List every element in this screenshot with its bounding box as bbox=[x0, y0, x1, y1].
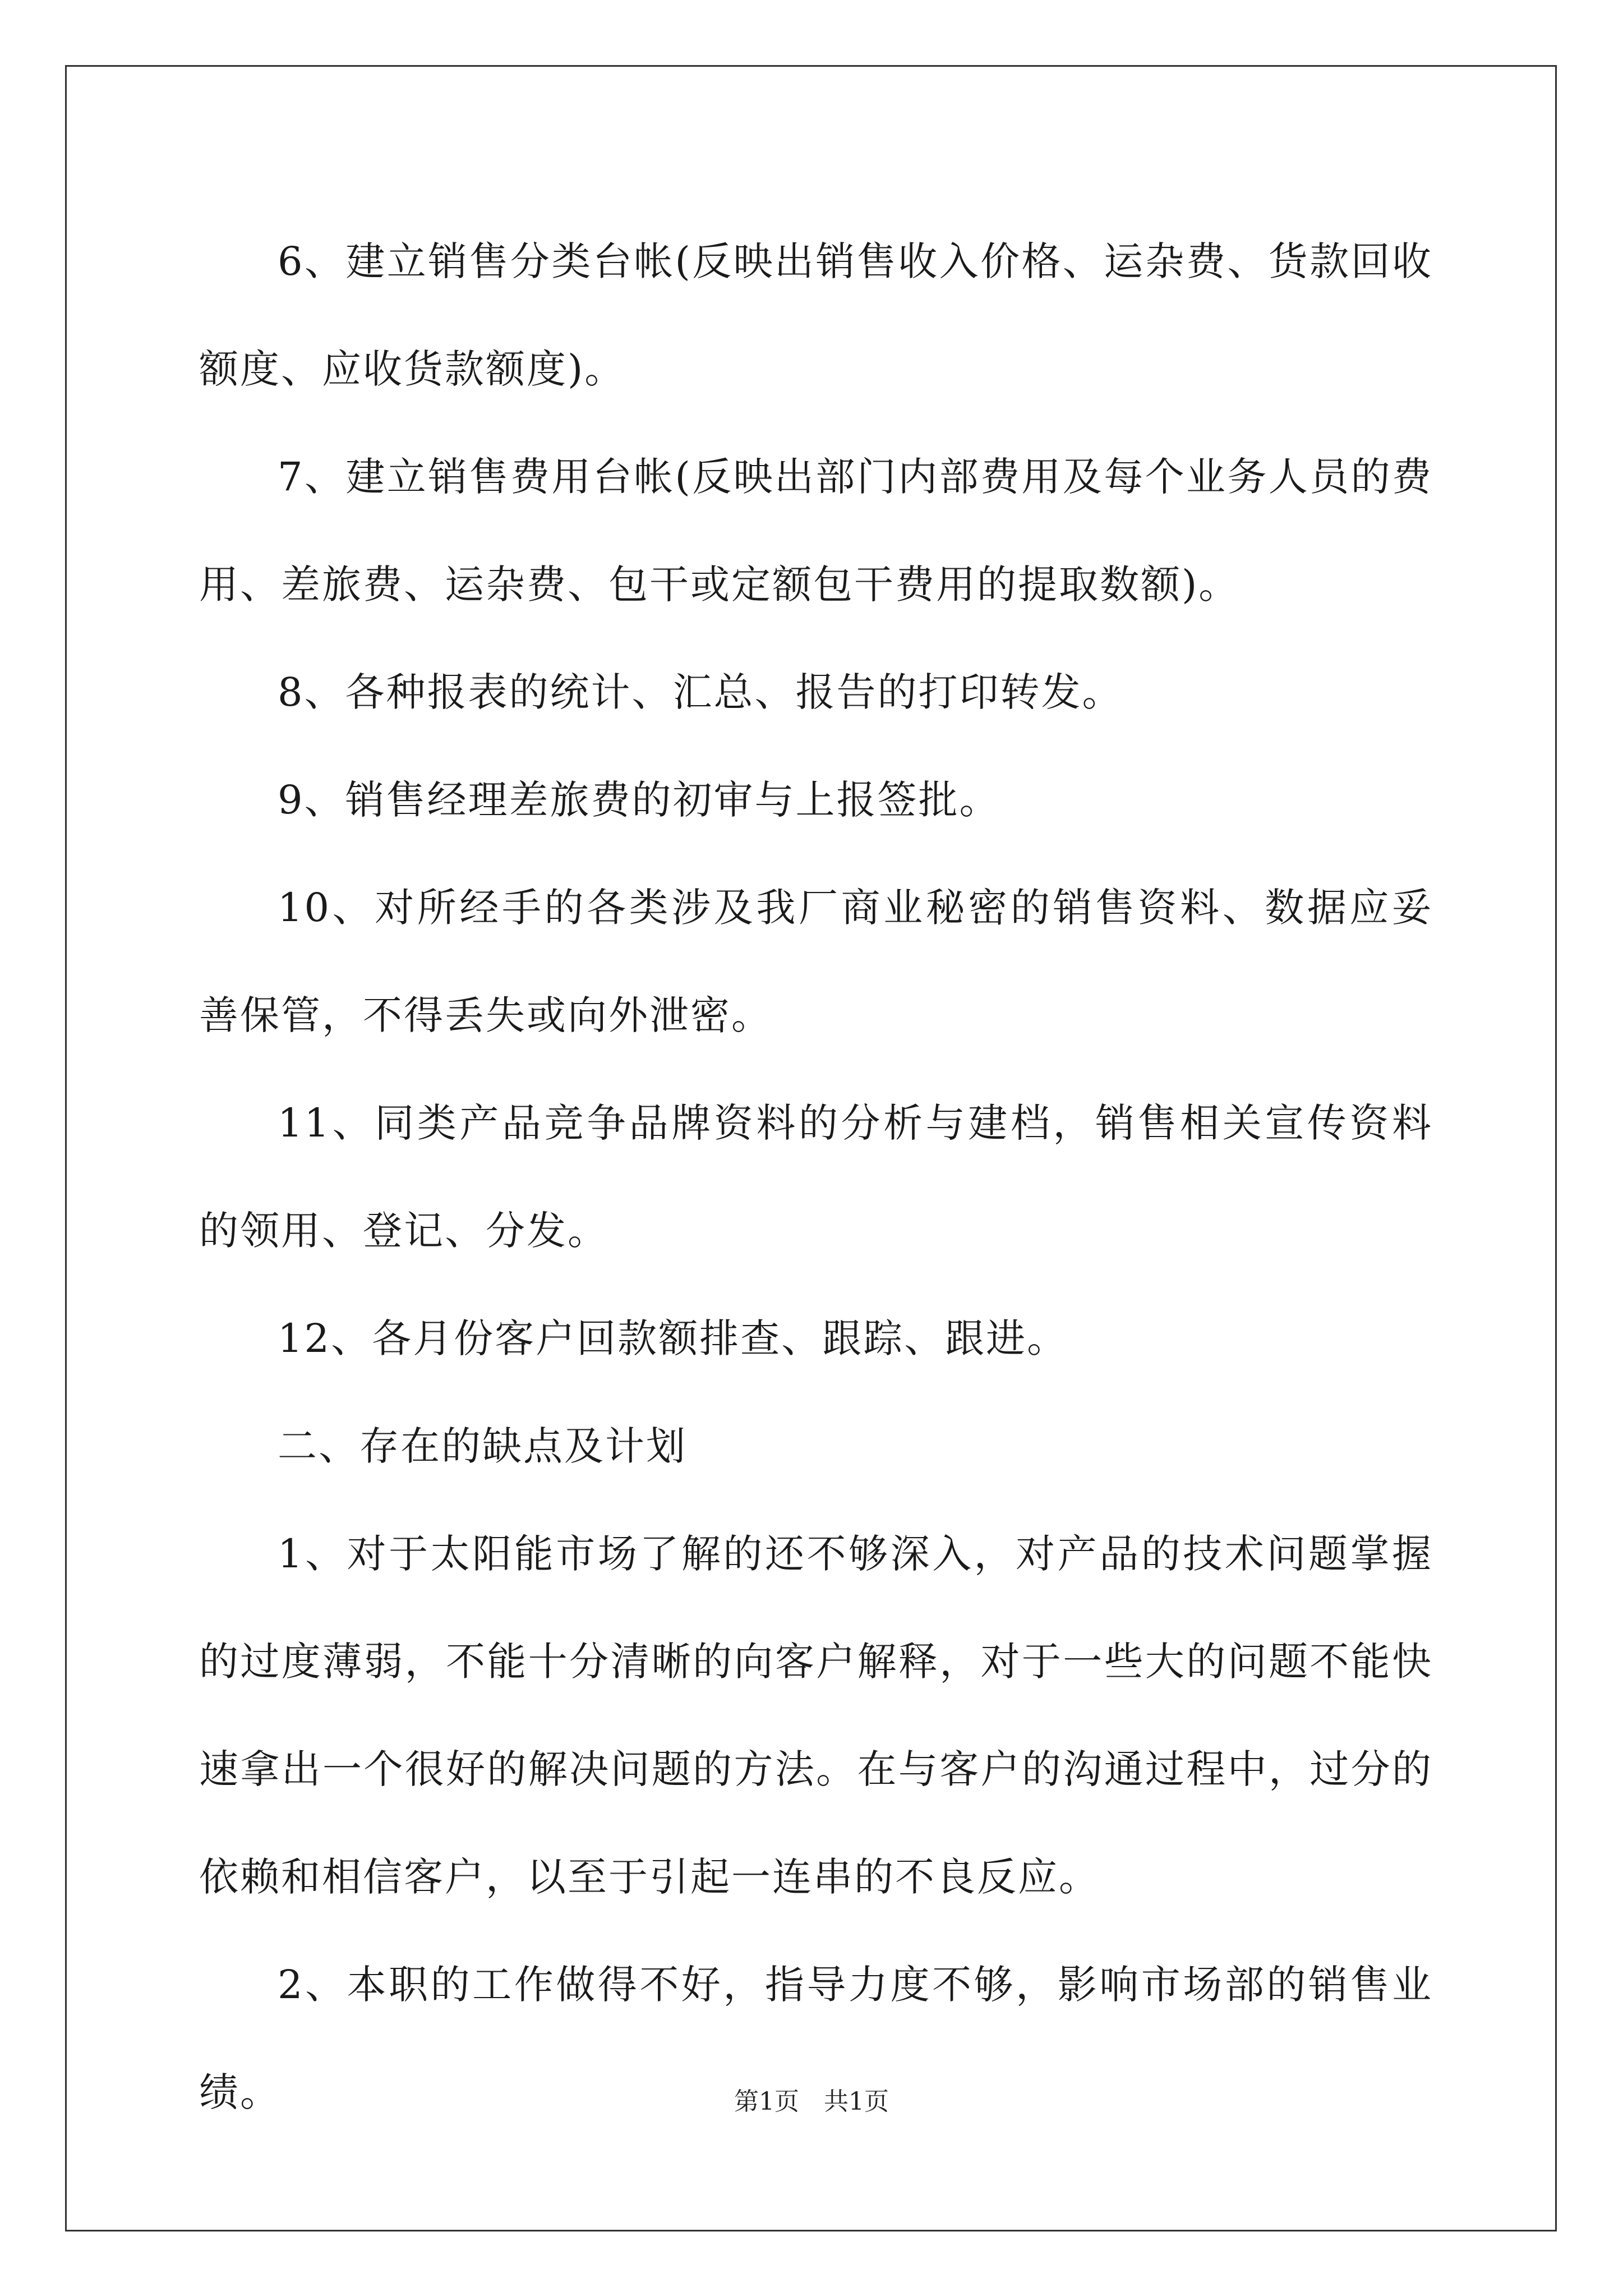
paragraph-8: 8、各种报表的统计、汇总、报告的打印转发。 bbox=[278, 669, 1123, 715]
paragraph-7: 7、建立销售费用台帐(反映出部门内部费用及每个业务人员的费用、差旅费、运杂费、包干或定额包干费用的提取数额)。 bbox=[199, 454, 1433, 608]
page-number-total: 共1页 bbox=[824, 2087, 889, 2116]
paragraph-11: 11、同类产品竞争品牌资料的分析与建档，销售相关宣传资料的领用、登记、分发。 bbox=[199, 1100, 1433, 1254]
paragraph-12: 12、各月份客户回款额排查、跟踪、跟进。 bbox=[278, 1315, 1068, 1361]
paragraph-10: 10、对所经手的各类涉及我厂商业秘密的销售资料、数据应妥善保管，不得丢失或向外泄密。 bbox=[199, 885, 1433, 1038]
page-footer bbox=[0, 2081, 1623, 2117]
paragraph-6: 6、建立销售分类台帐(反映出销售收入价格、运杂费、货款回收额度、应收货款额度)。 bbox=[199, 238, 1433, 392]
section-heading-2: 二、存在的缺点及计划 bbox=[278, 1423, 687, 1469]
document-body bbox=[199, 208, 1433, 2146]
paragraph-issue-2: 2、本职的工作做得不好，指导力度不够，影响市场部的销售业绩。 bbox=[199, 1962, 1433, 2115]
paragraph-issue-1: 1、对于太阳能市场了解的还不够深入，对产品的技术问题掌握的过度薄弱，不能十分清晰的向客户解释，对于一些大的问题不能快速拿出一个很好的解决问题的方法。在与客户的沟通过程中，过分的依赖和相信客户，以至于引起一连串的不良反应。 bbox=[199, 1531, 1433, 1900]
paragraph-9: 9、销售经理差旅费的初审与上报签批。 bbox=[278, 777, 1000, 823]
page-number-current: 第1页 bbox=[734, 2087, 799, 2116]
